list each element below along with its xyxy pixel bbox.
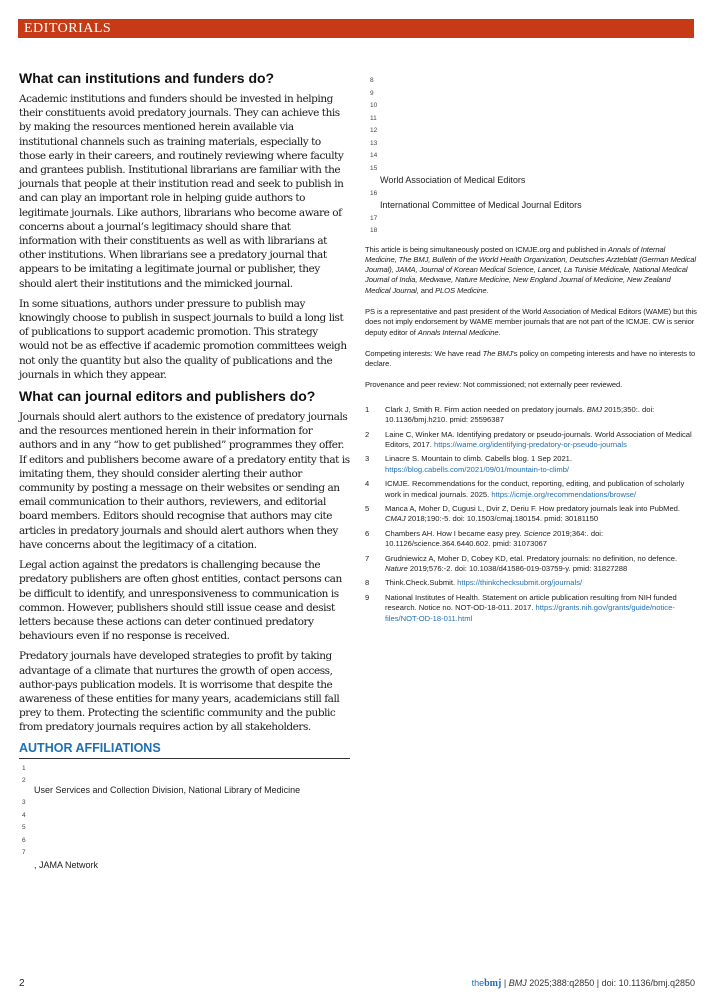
reference-link[interactable]: https://grants.nih.gov/grants/guide/notice-files/NOT-OD-18-011.html [385, 603, 675, 623]
affiliation-item [365, 165, 697, 190]
affiliation-number: 17 [370, 214, 378, 222]
affiliation-number: 15 [370, 164, 378, 172]
brand-the: the [471, 978, 485, 988]
reference-item: 4 ICMJE. Recommendations for the conduct, reporting, editing, and publication of scholarly work in medical journals. 2025. https://icmje.org/recommendations/browse/ [365, 479, 685, 499]
paragraph: Journals should alert authors to the existence of predatory journals and the resources mentioned herein in their information for authors and in any “how to get published” programmes they offer. If editors and publishers become aware of a predatory entity that is imitating them, they should consider alerting their author community by posting a message on their websites or sending an email communication to their authors, reviewers, and editorial board members. Editors should recognise that authors may cite articles in predatory journals and should alert authors when they have concerns about the legitimacy of a citation. [19, 411, 350, 551]
affiliation-item [365, 90, 697, 103]
reference-link[interactable]: https://wame.org/identifying-predatory-or-pseudo-journals [433, 439, 627, 449]
affiliation-item [19, 777, 350, 799]
affiliation-item [365, 77, 697, 90]
affiliation-number: 5 [22, 824, 26, 832]
section-label: EDITORIALS [24, 21, 112, 36]
reference-number: 1 [365, 404, 370, 414]
competing-interests-note: Competing interests: We have read The BMJ’s policy on competing interests and have no interests to declare. [365, 348, 696, 369]
affiliation-text: World Association of Medical Editors [380, 174, 526, 185]
affiliation-item [365, 190, 697, 215]
affiliation-item [19, 824, 350, 837]
paragraph: Legal action against the predators is challenging because the predatory publishers are often ghost entities, contact persons can be difficult to identify, and unresponsiveness to communication is common. However, publishers should still issue cease and desist letters because these actions can deter continued predatory behaviours even if no response is received. [19, 559, 342, 643]
affiliation-number: 12 [370, 127, 378, 134]
affiliation-number: 4 [22, 811, 26, 819]
affiliation-number: 3 [22, 799, 26, 807]
reference-link[interactable]: https://icmje.org/recommendations/browse/ [491, 489, 637, 499]
paragraph: Academic institutions and funders should be invested in helping their constituents avoid predatory journals. They can achieve this by making the resources mentioned herein available via institutional channels such as training materials, especially to those early in their careers, and routinely reviewing where faculty and grantees publish. Institutional librarians are familiar with the journals that people at their institution read and seek to publish in and can play an important role in helping guide authors to legitimate journals. Like authors, librarians who become aware of concerns about a journal’s legitimacy should share that information with their constituents as well as with librarians at other institutions. When librarians see a predatory journal that appears to be imitating a legitimate journal or publisher, they should alert their institutions and the mimicked journal. [19, 93, 344, 290]
reference-number: 7 [365, 553, 370, 563]
paragraph: Predatory journals have developed strategies to profit by taking advantage of a climate that nurtures the growth of open access, author-pays publication models. It is worrisome that despite the awareness of these entities for many years, academicians still fall prey to them. Protecting the scientific community and the public from predatory journals requires action by all stakeholders. [19, 650, 340, 734]
affiliation-item [19, 849, 350, 862]
affiliation-item [365, 215, 697, 228]
reference-item: 3 Linacre S. Mountain to climb. Cabells blog. 1 Sep 2021. https://blog.cabells.com/2021/09/01/mountain-to-climb/ [365, 454, 572, 474]
affiliation-item [365, 140, 697, 153]
reference-item: 8 Think.Check.Submit. https://thinkchecksubmit.org/journals/ [365, 578, 583, 588]
affiliation-item [365, 227, 697, 240]
affiliation-number: 11 [370, 114, 377, 122]
reference-item: 7 Grudniewicz A, Moher D, Cobey KD, etal. Predatory journals: no definition, no defence. Nature 2019;576:-2. doi: 10.1038/d41586-019-03759-y. pmid: 31827288 [365, 553, 678, 574]
heading-editors: What can journal editors and publishers do? [19, 388, 316, 405]
reference-link[interactable]: https://blog.cabells.com/2021/09/01/mountain-to-climb/ [385, 464, 570, 474]
reference-item: 6 Chambers AH. How I became easy prey. Science 2019;364:. doi: 10.1126/science.364.6440.602. pmid: 31073067 [365, 528, 604, 549]
reference-number: 8 [365, 578, 370, 588]
affiliation-number: 9 [370, 89, 374, 97]
heading-institutions: What can institutions and funders do? [19, 70, 275, 86]
affiliation-number: 1 [22, 764, 26, 772]
affiliation-item [365, 127, 697, 140]
main-column [19, 70, 350, 870]
footer-citation: thebmj | BMJ 2025;388:q2850 | doi: 10.1136/bmj.q2850 [471, 978, 695, 989]
affiliation-number: 6 [22, 836, 26, 844]
paragraph: In some situations, authors under pressure to publish may knowingly choose to publish in suspect journals to build a long list of publications to support academic promotion. This strategy would not be as effective if academic promotion committees weigh not only the quantity but also the quality of publications and the journals in which they appear. [19, 297, 347, 381]
affiliation-item [19, 765, 350, 778]
divider [19, 758, 350, 759]
affiliation-number: 13 [370, 139, 378, 147]
affiliation-number: 18 [370, 227, 378, 234]
reference-number: 9 [365, 592, 370, 602]
affiliations-list [19, 765, 350, 870]
reference-item: 9 National Institutes of Health. Statement on article publication resulting from NIH funded research. Notice no. NOT-OD-18-011. 2017. https://grants.nih.gov/grants/guide/notice-files/NOT-OD-18-011.html [365, 592, 677, 623]
reference-number: 5 [365, 504, 370, 514]
affiliation-item [365, 102, 697, 115]
reference-item: 1 Clark J, Smith R. Firm action needed on predatory journals. BMJ 2015;350:. doi: 10.1136/bmj.h210. pmid: 25596387 [365, 404, 655, 425]
side-column [365, 77, 697, 628]
reference-item: 5 Manca A, Moher D, Cugusi L, Dvir Z, Deriu F. How predatory journals leak into PubMed. CMAJ 2018;190:-5. doi: 10.1503/cmaj.180154. pmid: 30181150 [365, 504, 681, 524]
page-number: 2 [19, 978, 25, 989]
affiliation-number: 8 [370, 77, 374, 84]
affiliation-text: International Committee of Medical Journal Editors [380, 199, 582, 210]
brand-logo: bmj [484, 978, 502, 989]
affiliation-item [365, 115, 697, 128]
affiliation-trailing: , JAMA Network [34, 859, 99, 870]
section-banner [18, 19, 694, 38]
affiliation-item [19, 799, 350, 812]
reference-number: 3 [365, 454, 370, 464]
simultaneous-publication-note: This article is being simultaneously posted on ICMJE.org and published in Annals of Internal Medicine, The BMJ, Bulletin of the World Health Organization, Deutsches Arzteblatt (German Medical Journal), JAMA, Journal of Korean Medical Science, Lancet, La Tunisie Médicale, National Medical Journal of India, Medwave, Nature Medicine, New England Journal of Medicine, New Zealand Medical Journal, and PLOS Medicine. [365, 244, 696, 295]
affiliation-item [19, 812, 350, 825]
reference-number: 6 [365, 528, 370, 538]
provenance-note: Provenance and peer review: Not commissioned; not externally peer reviewed. [365, 380, 623, 390]
reference-link[interactable]: https://thinkchecksubmit.org/journals/ [457, 578, 583, 588]
affiliation-number: 2 [22, 777, 26, 785]
affiliation-text: User Services and Collection Division, National Library of Medicine [34, 785, 301, 796]
reference-number: 2 [365, 429, 370, 439]
reference-number: 4 [365, 479, 370, 489]
reference-list [365, 405, 697, 624]
affiliation-item [19, 837, 350, 850]
affiliation-number: 14 [370, 152, 378, 159]
affiliation-item [365, 152, 697, 165]
affiliation-number: 7 [22, 849, 26, 857]
affiliations-heading: AUTHOR AFFILIATIONS [19, 740, 161, 755]
reference-item: 2 Laine C, Winker MA. Identifying predatory or pseudo-journals. World Association of Medical Editors, 2017. https://wame.org/identifying-predatory-or-pseudo-journals [365, 429, 692, 449]
author-roles-note: PS is a representative and past president of the World Association of Medical Editors (WAME) but this does not imply endorsement by WAME member journals that are not part of the ICMJE. CW is senior deputy editor of Annals Internal Medicine. [365, 306, 697, 337]
affiliation-number: 10 [370, 102, 378, 109]
affiliation-number: 16 [370, 189, 378, 197]
